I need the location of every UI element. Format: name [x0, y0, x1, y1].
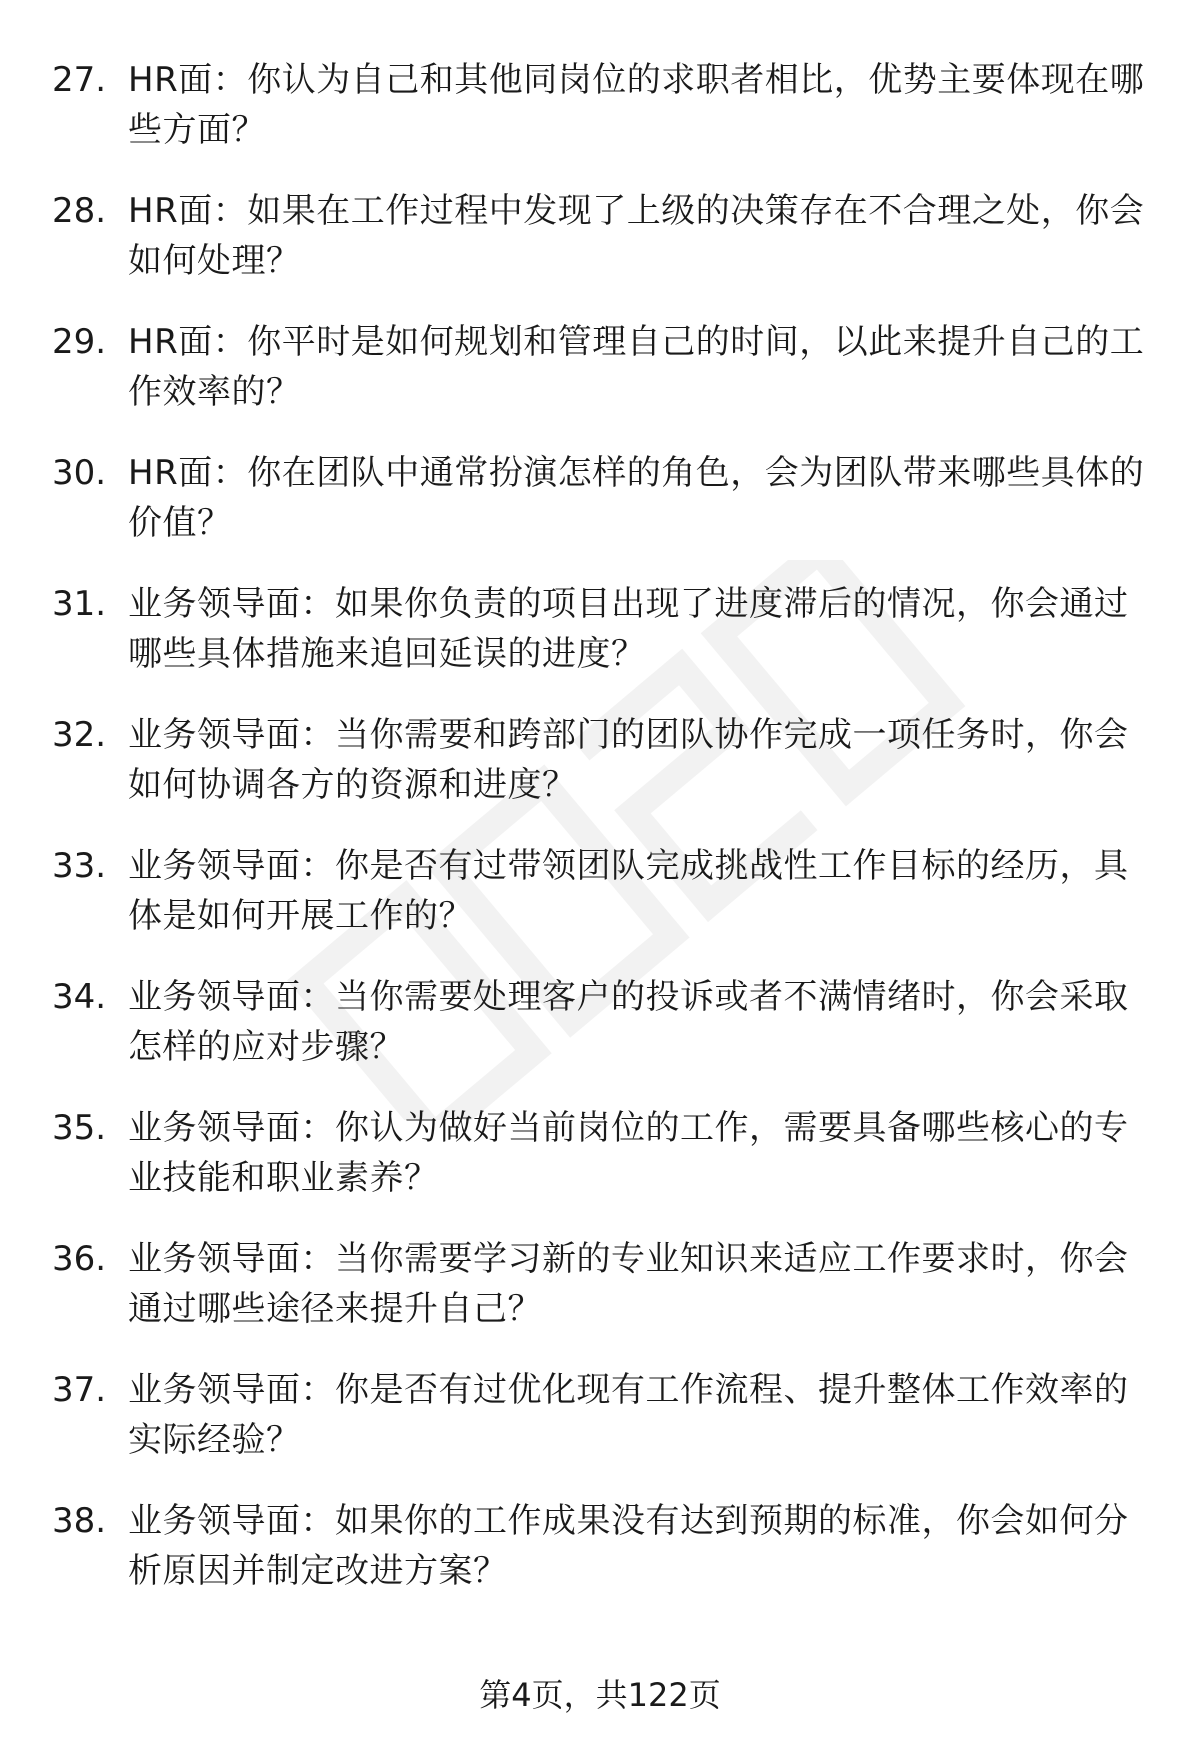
question-number: 33.	[52, 846, 107, 886]
question-item	[0, 1103, 1200, 1234]
question-text: HR面：你在团队中通常扮演怎样的角色，会为团队带来哪些具体的价值？	[128, 453, 1145, 543]
question-number: 37.	[52, 1370, 107, 1410]
question-text: 业务领导面：如果你的工作成果没有达到预期的标准，你会如何分析原因并制定改进方案？	[128, 1501, 1129, 1591]
question-item	[0, 579, 1200, 710]
question-item	[0, 841, 1200, 972]
question-text: 业务领导面：当你需要处理客户的投诉或者不满情绪时，你会采取怎样的应对步骤？	[128, 977, 1129, 1067]
question-number: 30.	[52, 453, 107, 493]
question-number: 35.	[52, 1108, 107, 1148]
question-text: 业务领导面：当你需要和跨部门的团队协作完成一项任务时，你会如何协调各方的资源和进度？	[128, 715, 1129, 805]
question-number: 36.	[52, 1239, 107, 1279]
question-text: 业务领导面：你是否有过带领团队完成挑战性工作目标的经历，具体是如何开展工作的？	[128, 846, 1129, 936]
question-item	[0, 186, 1200, 317]
question-item	[0, 1496, 1200, 1627]
question-item	[0, 1234, 1200, 1365]
question-item	[0, 448, 1200, 579]
question-item	[0, 1365, 1200, 1496]
question-text: 业务领导面：你是否有过优化现有工作流程、提升整体工作效率的实际经验？	[128, 1370, 1129, 1460]
question-text: 业务领导面：当你需要学习新的专业知识来适应工作要求时，你会通过哪些途径来提升自己？	[128, 1239, 1129, 1329]
question-text: HR面：你认为自己和其他同岗位的求职者相比，优势主要体现在哪些方面？	[128, 60, 1145, 150]
question-number: 28.	[52, 191, 107, 231]
question-number: 27.	[52, 60, 107, 100]
question-number: 38.	[52, 1501, 107, 1541]
question-text: HR面：如果在工作过程中发现了上级的决策存在不合理之处，你会如何处理？	[128, 191, 1145, 281]
question-text: HR面：你平时是如何规划和管理自己的时间，以此来提升自己的工作效率的？	[128, 322, 1145, 412]
question-item	[0, 972, 1200, 1103]
question-number: 29.	[52, 322, 107, 362]
question-number: 31.	[52, 584, 107, 624]
question-item	[0, 317, 1200, 448]
question-text: 业务领导面：你认为做好当前岗位的工作，需要具备哪些核心的专业技能和职业素养？	[128, 1108, 1129, 1198]
question-number: 34.	[52, 977, 107, 1017]
question-list	[0, 55, 1200, 1627]
question-item	[0, 55, 1200, 186]
question-item	[0, 710, 1200, 841]
question-number: 32.	[52, 715, 107, 755]
question-text: 业务领导面：如果你负责的项目出现了进度滞后的情况，你会通过哪些具体措施来追回延误的进度？	[128, 584, 1129, 674]
page-number-footer: 第4页，共122页	[479, 1676, 721, 1714]
